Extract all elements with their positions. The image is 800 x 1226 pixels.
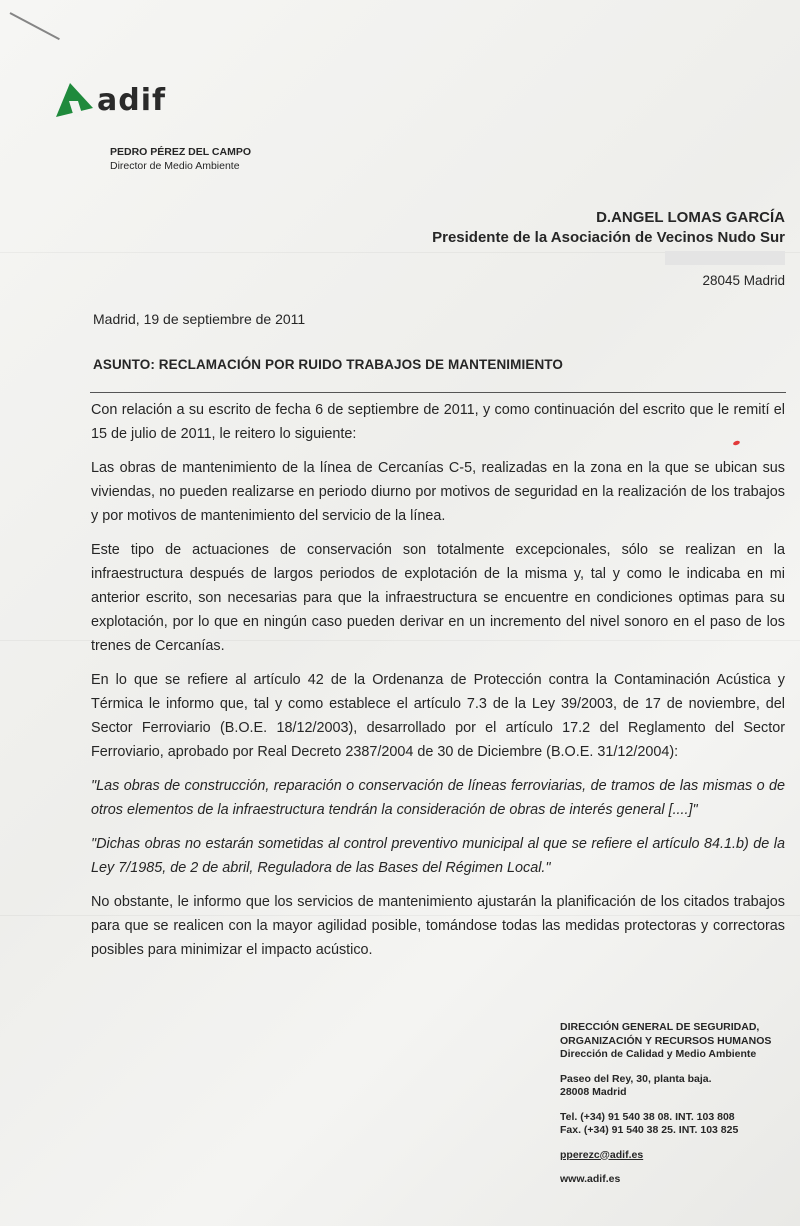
footer-phones	[560, 1111, 771, 1138]
body-paragraph: Las obras de mantenimiento de la línea de Cercanías C-5, realizadas en la zona en la que se ubican sus viviendas, no pueden realizarse en periodo diurno por motivos de seguridad en la realización de los trabajos y por motivos de mantenimiento del servicio de la línea.	[91, 460, 785, 524]
body-paragraph: Con relación a su escrito de fecha 6 de septiembre de 2011, y como continuación del escrito que le remití el 15 de julio de 2011, le reitero lo siguiente:	[91, 402, 785, 442]
website-link[interactable]: www.adif.es	[560, 1173, 621, 1185]
dept-line: DIRECCIÓN GENERAL DE SEGURIDAD,	[560, 1021, 760, 1033]
letter-subject: ASUNTO: RECLAMACIÓN POR RUIDO TRABAJOS DE MANTENIMIENTO	[93, 357, 564, 372]
body-paragraph: Este tipo de actuaciones de conservación son totalmente excepcionales, sólo se realizan en la infraestructura después de largos periodos de explotación de la misma y, tal y como le indicaba en mi anterior escrito, son necesarias para que la infraestructura se encuentre en condiciones optimas para su explotación, por lo que en ningún caso pueden derivar en un incremento del nivel sonoro en el paso de los trenes de Cercanías.	[91, 542, 785, 654]
dept-line: ORGANIZACIÓN Y RECURSOS HUMANOS	[560, 1034, 772, 1047]
sender-name: PEDRO PÉREZ DEL CAMPO	[110, 146, 251, 158]
recipient-title: Presidente de la Asociación de Vecinos Nudo Sur	[432, 229, 785, 246]
address-line: Paseo del Rey, 30, planta baja.	[560, 1072, 712, 1085]
fax: Fax. (+34) 91 540 38 25. INT. 103 825	[560, 1124, 739, 1136]
redacted-address	[665, 251, 785, 265]
footer-address	[560, 1073, 771, 1100]
recipient-name: D.ANGEL LOMAS GARCÍA	[596, 209, 785, 226]
address-line: 28008 Madrid	[560, 1086, 627, 1098]
telephone: Tel. (+34) 91 540 38 08. INT. 103 808	[560, 1110, 735, 1123]
sender-block	[110, 145, 251, 173]
recipient-block	[432, 208, 785, 290]
quoted-paragraph: "Las obras de construcción, reparación o conservación de líneas ferroviarias, de tramos de las mismas o de otros elementos de la infraestructura tendrán la consideración de obras de interés general [....]"	[91, 778, 785, 818]
body-paragraph: No obstante, le informo que los servicios de mantenimiento ajustarán la planificación de los citados trabajos para que se realicen con la mayor agilidad posible, tomándose todas las medidas protectoras y correctoras posibles para minimizar el impacto acústico.	[91, 894, 785, 958]
footer-email-row	[560, 1149, 771, 1163]
footer-department	[560, 1021, 771, 1062]
subject-divider	[90, 392, 786, 393]
adif-logo	[53, 80, 166, 120]
footer-contact-block	[560, 1021, 771, 1187]
email-link[interactable]: pperezc@adif.es	[560, 1148, 644, 1161]
letter-body	[91, 398, 785, 972]
recipient-city: 28045 Madrid	[702, 273, 785, 288]
logo-wordmark: adif	[97, 82, 167, 118]
sender-title: Director de Medio Ambiente	[110, 160, 240, 172]
dept-line: Dirección de Calidad y Medio Ambiente	[560, 1048, 757, 1060]
letter-date: Madrid, 19 de septiembre de 2011	[93, 311, 306, 327]
body-paragraph: En lo que se refiere al artículo 42 de la Ordenanza de Protección contra la Contaminación Acústica y Térmica le informo que, tal y como establece el artículo 7.3 de la Ley 39/2003, de 17 de noviembre, del Sector Ferroviario (B.O.E. 18/12/2003), desarrollado por el artículo 17.2 del Reglamento del Sector Ferroviario, aprobado por Real Decreto 2387/2004 de 30 de Diciembre (B.O.E. 31/12/2004):	[91, 672, 785, 760]
adif-logo-icon	[53, 80, 95, 120]
quoted-paragraph: "Dichas obras no estarán sometidas al control preventivo municipal al que se refiere el artículo 84.1.b) de la Ley 7/1985, de 2 de abril, Reguladora de las Bases del Régimen Local."	[91, 836, 785, 876]
